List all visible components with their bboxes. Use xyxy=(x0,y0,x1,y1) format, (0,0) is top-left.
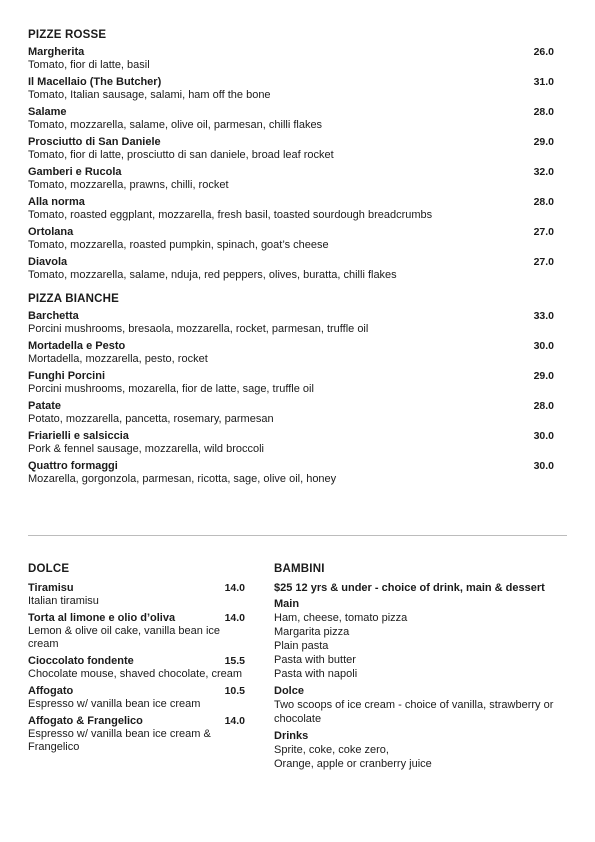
list-item: Pasta with napoli xyxy=(274,668,358,680)
list-item: Pasta with butter xyxy=(274,654,356,666)
item-name: Friarielli e salsiccia xyxy=(28,430,129,442)
item-description: Tomato, mozzarella, prawns, chilli, rocket xyxy=(28,179,229,191)
menu-item xyxy=(28,612,245,651)
item-price: 14.0 xyxy=(224,715,245,727)
item-name: Mortadella e Pesto xyxy=(28,340,126,352)
menu-item xyxy=(28,340,554,366)
menu-item xyxy=(28,655,245,681)
menu-item xyxy=(28,46,554,72)
menu-item xyxy=(28,166,554,192)
item-description: Tomato, fior di latte, basil xyxy=(28,59,150,71)
menu-item xyxy=(28,715,245,754)
item-price: 27.0 xyxy=(533,226,554,238)
menu-item xyxy=(28,106,554,132)
item-name: Salame xyxy=(28,106,67,118)
item-name: Funghi Porcini xyxy=(28,370,105,382)
item-description: Lemon & olive oil cake, vanilla bean ice cream xyxy=(28,625,221,650)
item-description: Tomato, mozzarella, salame, nduja, red peppers, olives, buratta, chilli flakes xyxy=(28,269,397,281)
item-price: 32.0 xyxy=(533,166,554,178)
list-item: Orange, apple or cranberry juice xyxy=(274,758,432,770)
bambini-dolce-title: Dolce xyxy=(274,685,304,697)
item-description: Porcini mushrooms, mozarella, fior de latte, sage, truffle oil xyxy=(28,383,314,395)
menu-item xyxy=(28,226,554,252)
item-description: Tomato, fior di latte, prosciutto di san daniele, broad leaf rocket xyxy=(28,149,334,161)
menu-item xyxy=(28,256,554,282)
bambini-main-title: Main xyxy=(274,598,300,610)
menu-item xyxy=(28,370,554,396)
item-description: Espresso w/ vanilla bean ice cream & Frangelico xyxy=(28,728,211,753)
item-name: Diavola xyxy=(28,256,68,268)
item-description: Potato, mozzarella, pancetta, rosemary, parmesan xyxy=(28,413,274,425)
menu-item xyxy=(28,582,245,608)
item-description: Chocolate mouse, shaved chocolate, cream xyxy=(28,668,243,680)
item-description: Mozarella, gorgonzola, parmesan, ricotta, sage, olive oil, honey xyxy=(28,473,337,485)
menu-item xyxy=(28,196,554,222)
list-item: Margarita pizza xyxy=(274,626,350,638)
bambini-drinks-title: Drinks xyxy=(274,730,309,742)
item-name: Prosciutto di San Daniele xyxy=(28,136,161,148)
bambini-section xyxy=(274,562,574,775)
item-name: Tiramisu xyxy=(28,582,74,594)
bambini-main-list xyxy=(274,611,574,681)
section-title-bambini: BAMBINI xyxy=(274,563,325,575)
item-description: Espresso w/ vanilla bean ice cream xyxy=(28,698,201,710)
item-description: Italian tiramisu xyxy=(28,595,99,607)
item-price: 10.5 xyxy=(224,685,245,697)
item-price: 15.5 xyxy=(224,655,245,667)
list-item: Plain pasta xyxy=(274,640,329,652)
item-name: Cioccolato fondente xyxy=(28,655,134,667)
menu-item xyxy=(28,136,554,162)
item-name: Affogato & Frangelico xyxy=(28,715,143,727)
section-title-pizza-bianche: PIZZA BIANCHE xyxy=(28,293,119,305)
list-item: Sprite, coke, coke zero, xyxy=(274,744,389,756)
bambini-intro: $25 12 yrs & under - choice of drink, main & dessert xyxy=(274,582,545,594)
menu-item xyxy=(28,76,554,102)
section-divider xyxy=(28,535,567,536)
bambini-drinks-list xyxy=(274,743,574,771)
item-name: Gamberi e Rucola xyxy=(28,166,122,178)
item-name: Patate xyxy=(28,400,62,412)
list-item: Ham, cheese, tomato pizza xyxy=(274,612,408,624)
item-price: 14.0 xyxy=(224,582,245,594)
bambini-dolce-list xyxy=(274,698,574,726)
item-name: Barchetta xyxy=(28,310,79,322)
item-price: 28.0 xyxy=(533,196,554,208)
menu-item xyxy=(28,310,554,336)
item-name: Affogato xyxy=(28,685,74,697)
item-price: 26.0 xyxy=(533,46,554,58)
item-description: Tomato, mozzarella, roasted pumpkin, spinach, goat’s cheese xyxy=(28,239,329,251)
pizza-section xyxy=(28,28,554,490)
item-name: Ortolana xyxy=(28,226,74,238)
item-price: 27.0 xyxy=(533,256,554,268)
item-price: 30.0 xyxy=(533,460,554,472)
menu-item xyxy=(28,430,554,456)
item-description: Tomato, mozzarella, salame, olive oil, parmesan, chilli flakes xyxy=(28,119,323,131)
item-description: Pork & fennel sausage, mozzarella, wild broccoli xyxy=(28,443,265,455)
item-price: 33.0 xyxy=(533,310,554,322)
menu-item xyxy=(28,460,554,486)
item-price: 29.0 xyxy=(533,136,554,148)
dolce-section xyxy=(28,562,245,758)
list-item: Two scoops of ice cream - choice of vanilla, strawberry or chocolate xyxy=(274,699,554,725)
item-price: 30.0 xyxy=(533,430,554,442)
item-price: 14.0 xyxy=(224,612,245,624)
section-title-dolce: DOLCE xyxy=(28,563,70,575)
item-name: Alla norma xyxy=(28,196,85,208)
item-price: 31.0 xyxy=(533,76,554,88)
item-name: Margherita xyxy=(28,46,85,58)
menu-item xyxy=(28,685,245,711)
item-description: Tomato, Italian sausage, salami, ham off the bone xyxy=(28,89,271,101)
item-name: Quattro formaggi xyxy=(28,460,118,472)
item-price: 28.0 xyxy=(533,400,554,412)
item-description: Mortadella, mozzarella, pesto, rocket xyxy=(28,353,208,365)
item-name: Il Macellaio (The Butcher) xyxy=(28,76,162,88)
item-price: 28.0 xyxy=(533,106,554,118)
item-description: Tomato, roasted eggplant, mozzarella, fresh basil, toasted sourdough breadcrumbs xyxy=(28,209,433,221)
item-price: 30.0 xyxy=(533,340,554,352)
item-description: Porcini mushrooms, bresaola, mozzarella, rocket, parmesan, truffle oil xyxy=(28,323,369,335)
item-price: 29.0 xyxy=(533,370,554,382)
section-title-pizze-rosse: PIZZE ROSSE xyxy=(28,29,107,41)
item-name: Torta al limone e olio d’oliva xyxy=(28,612,176,624)
menu-item xyxy=(28,400,554,426)
